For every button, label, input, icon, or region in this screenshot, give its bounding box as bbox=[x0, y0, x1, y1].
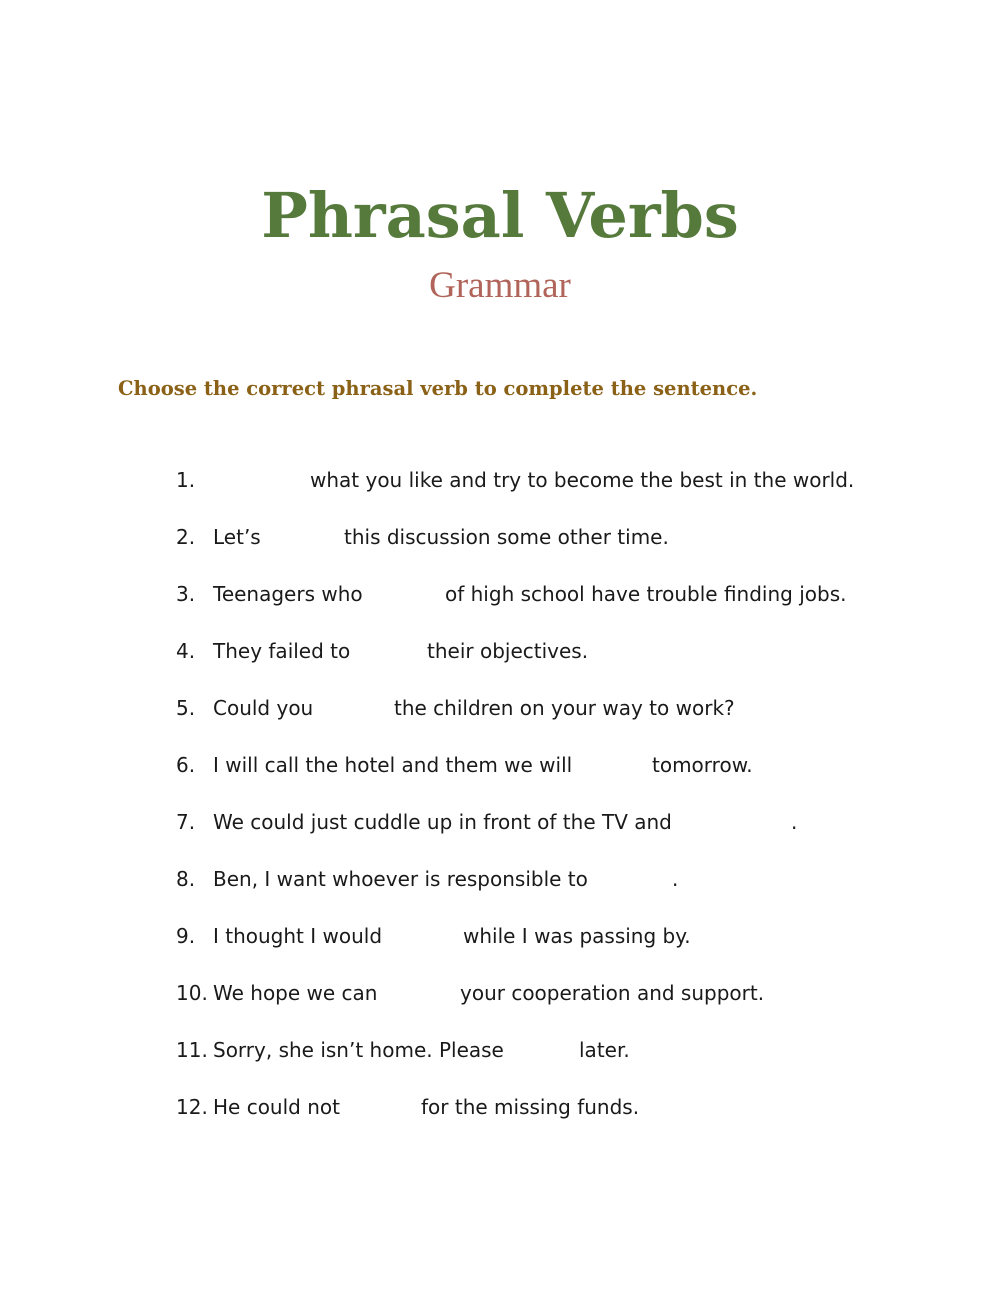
question-text-before: I will call the hotel and them we will bbox=[213, 753, 573, 777]
question-text-after: while I was passing by. bbox=[463, 924, 691, 948]
question-text-before: Teenagers who bbox=[213, 582, 363, 606]
question-text-after: later. bbox=[579, 1038, 630, 1062]
question-number: 12. bbox=[176, 1095, 208, 1119]
question-text-after: their objectives. bbox=[427, 639, 589, 663]
question-number: 7. bbox=[176, 810, 196, 834]
question-text-after: your cooperation and support. bbox=[460, 981, 765, 1005]
question-text-before: Could you bbox=[213, 696, 314, 720]
question-text-after: the children on your way to work? bbox=[394, 696, 735, 720]
question-text-after: . bbox=[791, 810, 798, 834]
instruction-text: Choose the correct phrasal verb to complete the sentence. bbox=[118, 377, 758, 400]
question-text-before: They failed to bbox=[213, 639, 351, 663]
question-text-after: for the missing funds. bbox=[421, 1095, 640, 1119]
question-number: 4. bbox=[176, 639, 196, 663]
question-number: 5. bbox=[176, 696, 196, 720]
question-number: 8. bbox=[176, 867, 196, 891]
question-text-after: . bbox=[672, 867, 679, 891]
question-number: 11. bbox=[176, 1038, 208, 1062]
question-text-after: what you like and try to become the best in the world. bbox=[310, 468, 855, 492]
question-number: 1. bbox=[176, 468, 196, 492]
page-title: Phrasal Verbs bbox=[261, 179, 739, 252]
question-text-before: We hope we can bbox=[213, 981, 378, 1005]
question-text-before: I thought I would bbox=[213, 924, 383, 948]
question-text-after: of high school have trouble finding jobs. bbox=[445, 582, 847, 606]
question-number: 10. bbox=[176, 981, 208, 1005]
question-number: 2. bbox=[176, 525, 196, 549]
question-number: 6. bbox=[176, 753, 196, 777]
page-subtitle: Grammar bbox=[429, 265, 571, 306]
question-text-before: Ben, I want whoever is responsible to bbox=[213, 867, 588, 891]
question-number: 3. bbox=[176, 582, 196, 606]
question-text-before: He could not bbox=[213, 1095, 340, 1119]
question-text-before: Sorry, she isn’t home. Please bbox=[213, 1038, 504, 1062]
question-text-before: Let’s bbox=[213, 525, 261, 549]
question-text-after: this discussion some other time. bbox=[344, 525, 669, 549]
question-text-before: We could just cuddle up in front of the TV and bbox=[213, 810, 672, 834]
question-number: 9. bbox=[176, 924, 196, 948]
question-text-after: tomorrow. bbox=[652, 753, 753, 777]
